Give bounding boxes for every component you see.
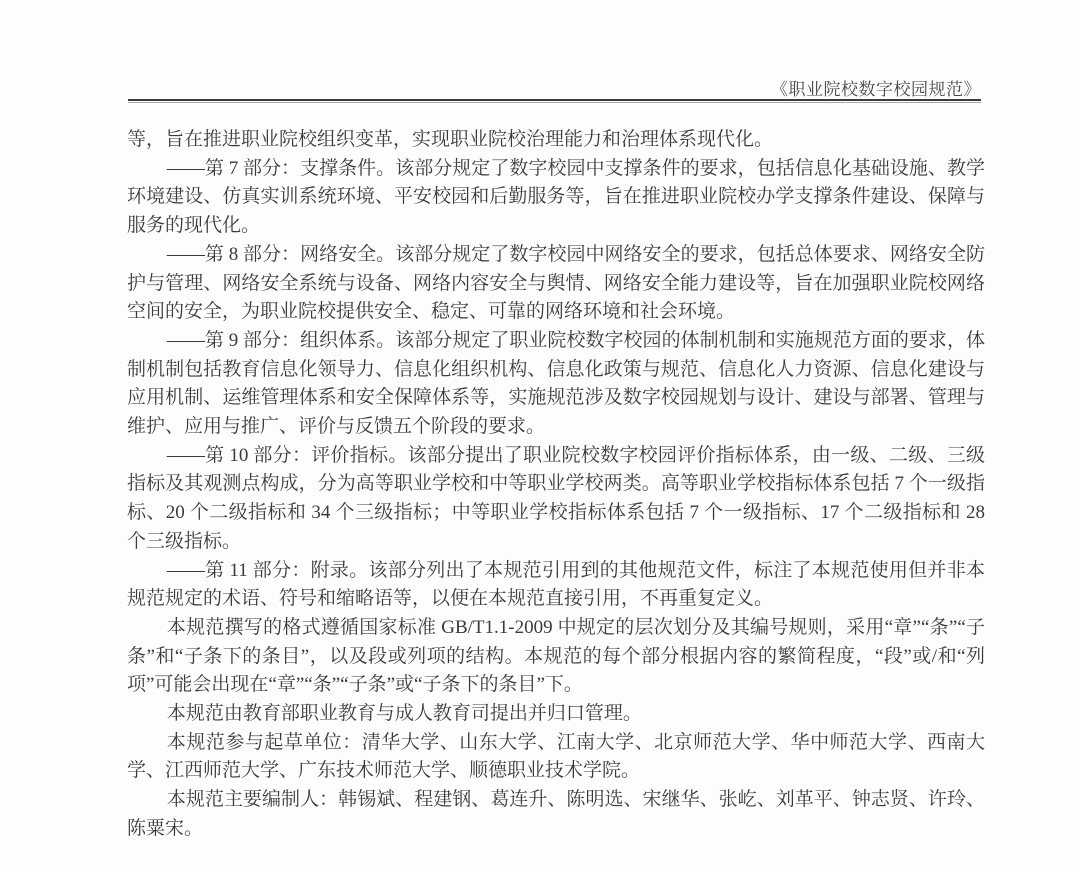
paragraph: ——第 9 部分：组织体系。该部分规定了职业院校数字校园的体制机制和实施规范方面的要求，体制机制包括教育信息化领导力、信息化组织机构、信息化政策与规范、信息化人力资源、信息化建设与应用机制、运维管理体系和安全保障体系等，实施规范涉及数字校园规划与设计、建设与部署、管理与维护、应用与推广、评价与反馈五个阶段的要求。: [127, 329, 985, 438]
header-rule: [128, 99, 981, 103]
document-body: [127, 126, 985, 844]
paragraph: ——第 7 部分：支撑条件。该部分规定了数字校园中支撑条件的要求，包括信息化基础设施、教学环境建设、仿真实训系统环境、平安校园和后勤服务等，旨在推进职业院校办学支撑条件建设、保障与服务的现代化。: [127, 157, 985, 237]
paragraph: ——第 11 部分：附录。该部分列出了本规范引用到的其他规范文件，标注了本规范使用但并非本规范规定的术语、符号和缩略语等，以便在本规范直接引用，不再重复定义。: [127, 559, 985, 610]
paragraph: 本规范撰写的格式遵循国家标准 GB/T1.1-2009 中规定的层次划分及其编号规则，采用“章”“条”“子条”和“子条下的条目”，以及段或列项的结构。本规范的每个部分根据内容的繁简程度，“段”或/和“列项”可能会出现在“章”“条”“子条”或“子条下的条目”下。: [127, 616, 985, 696]
paragraph: 本规范参与起草单位：清华大学、山东大学、江南大学、北京师范大学、华中师范大学、西南大学、江西师范大学、广东技术师范大学、顺德职业技术学院。: [127, 731, 985, 782]
page-header-title: 《职业院校数字校园规范》: [771, 80, 981, 99]
paragraph: ——第 10 部分：评价指标。该部分提出了职业院校数字校园评价指标体系，由一级、二级、三级指标及其观测点构成，分为高等职业学校和中等职业学校两类。高等职业学校指标体系包括 7 个一级指标、20 个二级指标和 34 个三级指标；中等职业学校指标体系包括 7 个一级指标、17 个二级指标和 28 个三级指标。: [127, 444, 985, 552]
paragraph: ——第 8 部分：网络安全。该部分规定了数字校园中网络安全的要求，包括总体要求、网络安全防护与管理、网络安全系统与设备、网络内容安全与舆情、网络安全能力建设等，旨在加强职业院校网络空间的安全，为职业院校提供安全、稳定、可靠的网络环境和社会环境。: [127, 243, 985, 323]
paragraph: 等，旨在推进职业院校组织变革，实现职业院校治理能力和治理体系现代化。: [127, 129, 774, 150]
paragraph: 本规范主要编制人：韩锡斌、程建钢、葛连升、陈明选、宋继华、张屹、刘革平、钟志贤、许玲、陈粟宋。: [127, 789, 985, 839]
paragraph: 本规范由教育部职业教育与成人教育司提出并归口管理。: [166, 703, 642, 725]
